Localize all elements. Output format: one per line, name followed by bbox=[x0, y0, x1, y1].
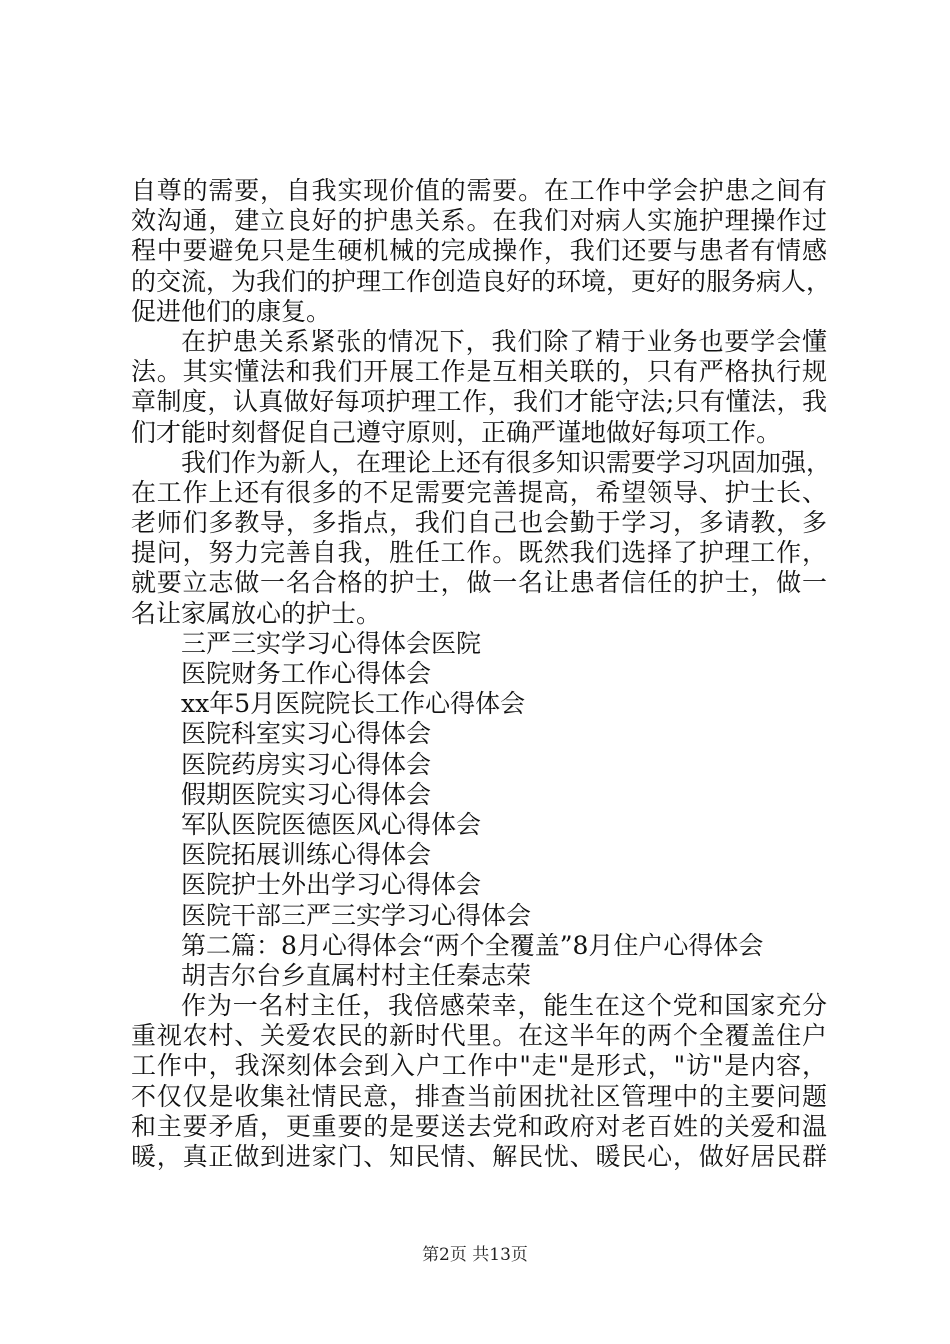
page-footer: 第2页 共13页 bbox=[422, 1245, 528, 1265]
text-line: 法。其实懂法和我们开展工作是互相关联的，只有严格执行规 bbox=[131, 357, 827, 387]
text-line: 医院财务工作心得体会 bbox=[181, 659, 432, 688]
text-line: 章制度，认真做好每项护理工作，我们才能守法;只有懂法，我 bbox=[131, 387, 827, 417]
text-line: 促进他们的康复。 bbox=[131, 296, 332, 326]
text-line: 就要立志做一名合格的护士，做一名让患者信任的护士，做一 bbox=[131, 568, 827, 598]
text-line: 自尊的需要，自我实现价值的需要。在工作中学会护患之间有 bbox=[131, 176, 827, 205]
text-line: 军队医院医德医风心得体会 bbox=[181, 809, 482, 839]
text-line: 暖，真正做到进家门、知民情、解民忧、暖民心，做好居民群 bbox=[131, 1142, 827, 1171]
text-line: 我们作为新人，在理论上还有很多知识需要学习巩固加强， bbox=[181, 447, 832, 477]
text-line: 效沟通，建立良好的护患关系。在我们对病人实施护理操作过 bbox=[131, 206, 827, 236]
text-line: 老师们多教导，多指点，我们自己也会勤于学习，多请教，多 bbox=[131, 508, 827, 538]
text-line: 不仅仅是收集社情民意，排查当前困扰社区管理中的主要问题 bbox=[131, 1081, 827, 1111]
text-line: 第二篇：8月心得体会“两个全覆盖”8月住户心得体会 bbox=[181, 930, 764, 960]
text-line: 医院科室实习心得体会 bbox=[181, 719, 432, 749]
text-line: 工作中，我深刻体会到入户工作中"走"是形式，"访"是内容， bbox=[131, 1051, 827, 1081]
text-line: 假期医院实习心得体会 bbox=[181, 779, 432, 809]
text-line: 胡吉尔台乡直属村村主任秦志荣 bbox=[181, 960, 532, 990]
text-line: 在工作上还有很多的不足需要完善提高，希望领导、护士长、 bbox=[131, 477, 827, 507]
text-line: 名让家属放心的护士。 bbox=[131, 598, 382, 628]
text-line: xx年5月医院院长工作心得体会 bbox=[181, 689, 526, 719]
text-line: 作为一名村主任，我倍感荣幸，能生在这个党和国家充分 bbox=[181, 991, 827, 1021]
text-line: 的交流，为我们的护理工作创造良好的环境，更好的服务病人， bbox=[131, 266, 832, 296]
text-line: 和主要矛盾，更重要的是要送去党和政府对老百姓的关爱和温 bbox=[131, 1111, 827, 1141]
text-line: 医院拓展训练心得体会 bbox=[181, 840, 432, 870]
text-line: 重视农村、关爱农民的新时代里。在这半年的两个全覆盖住户 bbox=[131, 1021, 827, 1051]
text-line: 在护患关系紧张的情况下，我们除了精于业务也要学会懂 bbox=[181, 326, 827, 356]
text-line: 三严三实学习心得体会医院 bbox=[181, 628, 482, 658]
text-line: 医院干部三严三实学习心得体会 bbox=[181, 900, 532, 930]
text-line: 提问，努力完善自我，胜任工作。既然我们选择了护理工作， bbox=[131, 538, 827, 568]
text-line: 医院护士外出学习心得体会 bbox=[181, 870, 482, 900]
text-line: 程中要避免只是生硬机械的完成操作，我们还要与患者有情感 bbox=[131, 236, 827, 266]
text-line: 们才能时刻督促自己遵守原则，正确严谨地做好每项工作。 bbox=[131, 417, 782, 447]
document-body bbox=[131, 176, 832, 1172]
text-line: 医院药房实习心得体会 bbox=[181, 749, 432, 779]
